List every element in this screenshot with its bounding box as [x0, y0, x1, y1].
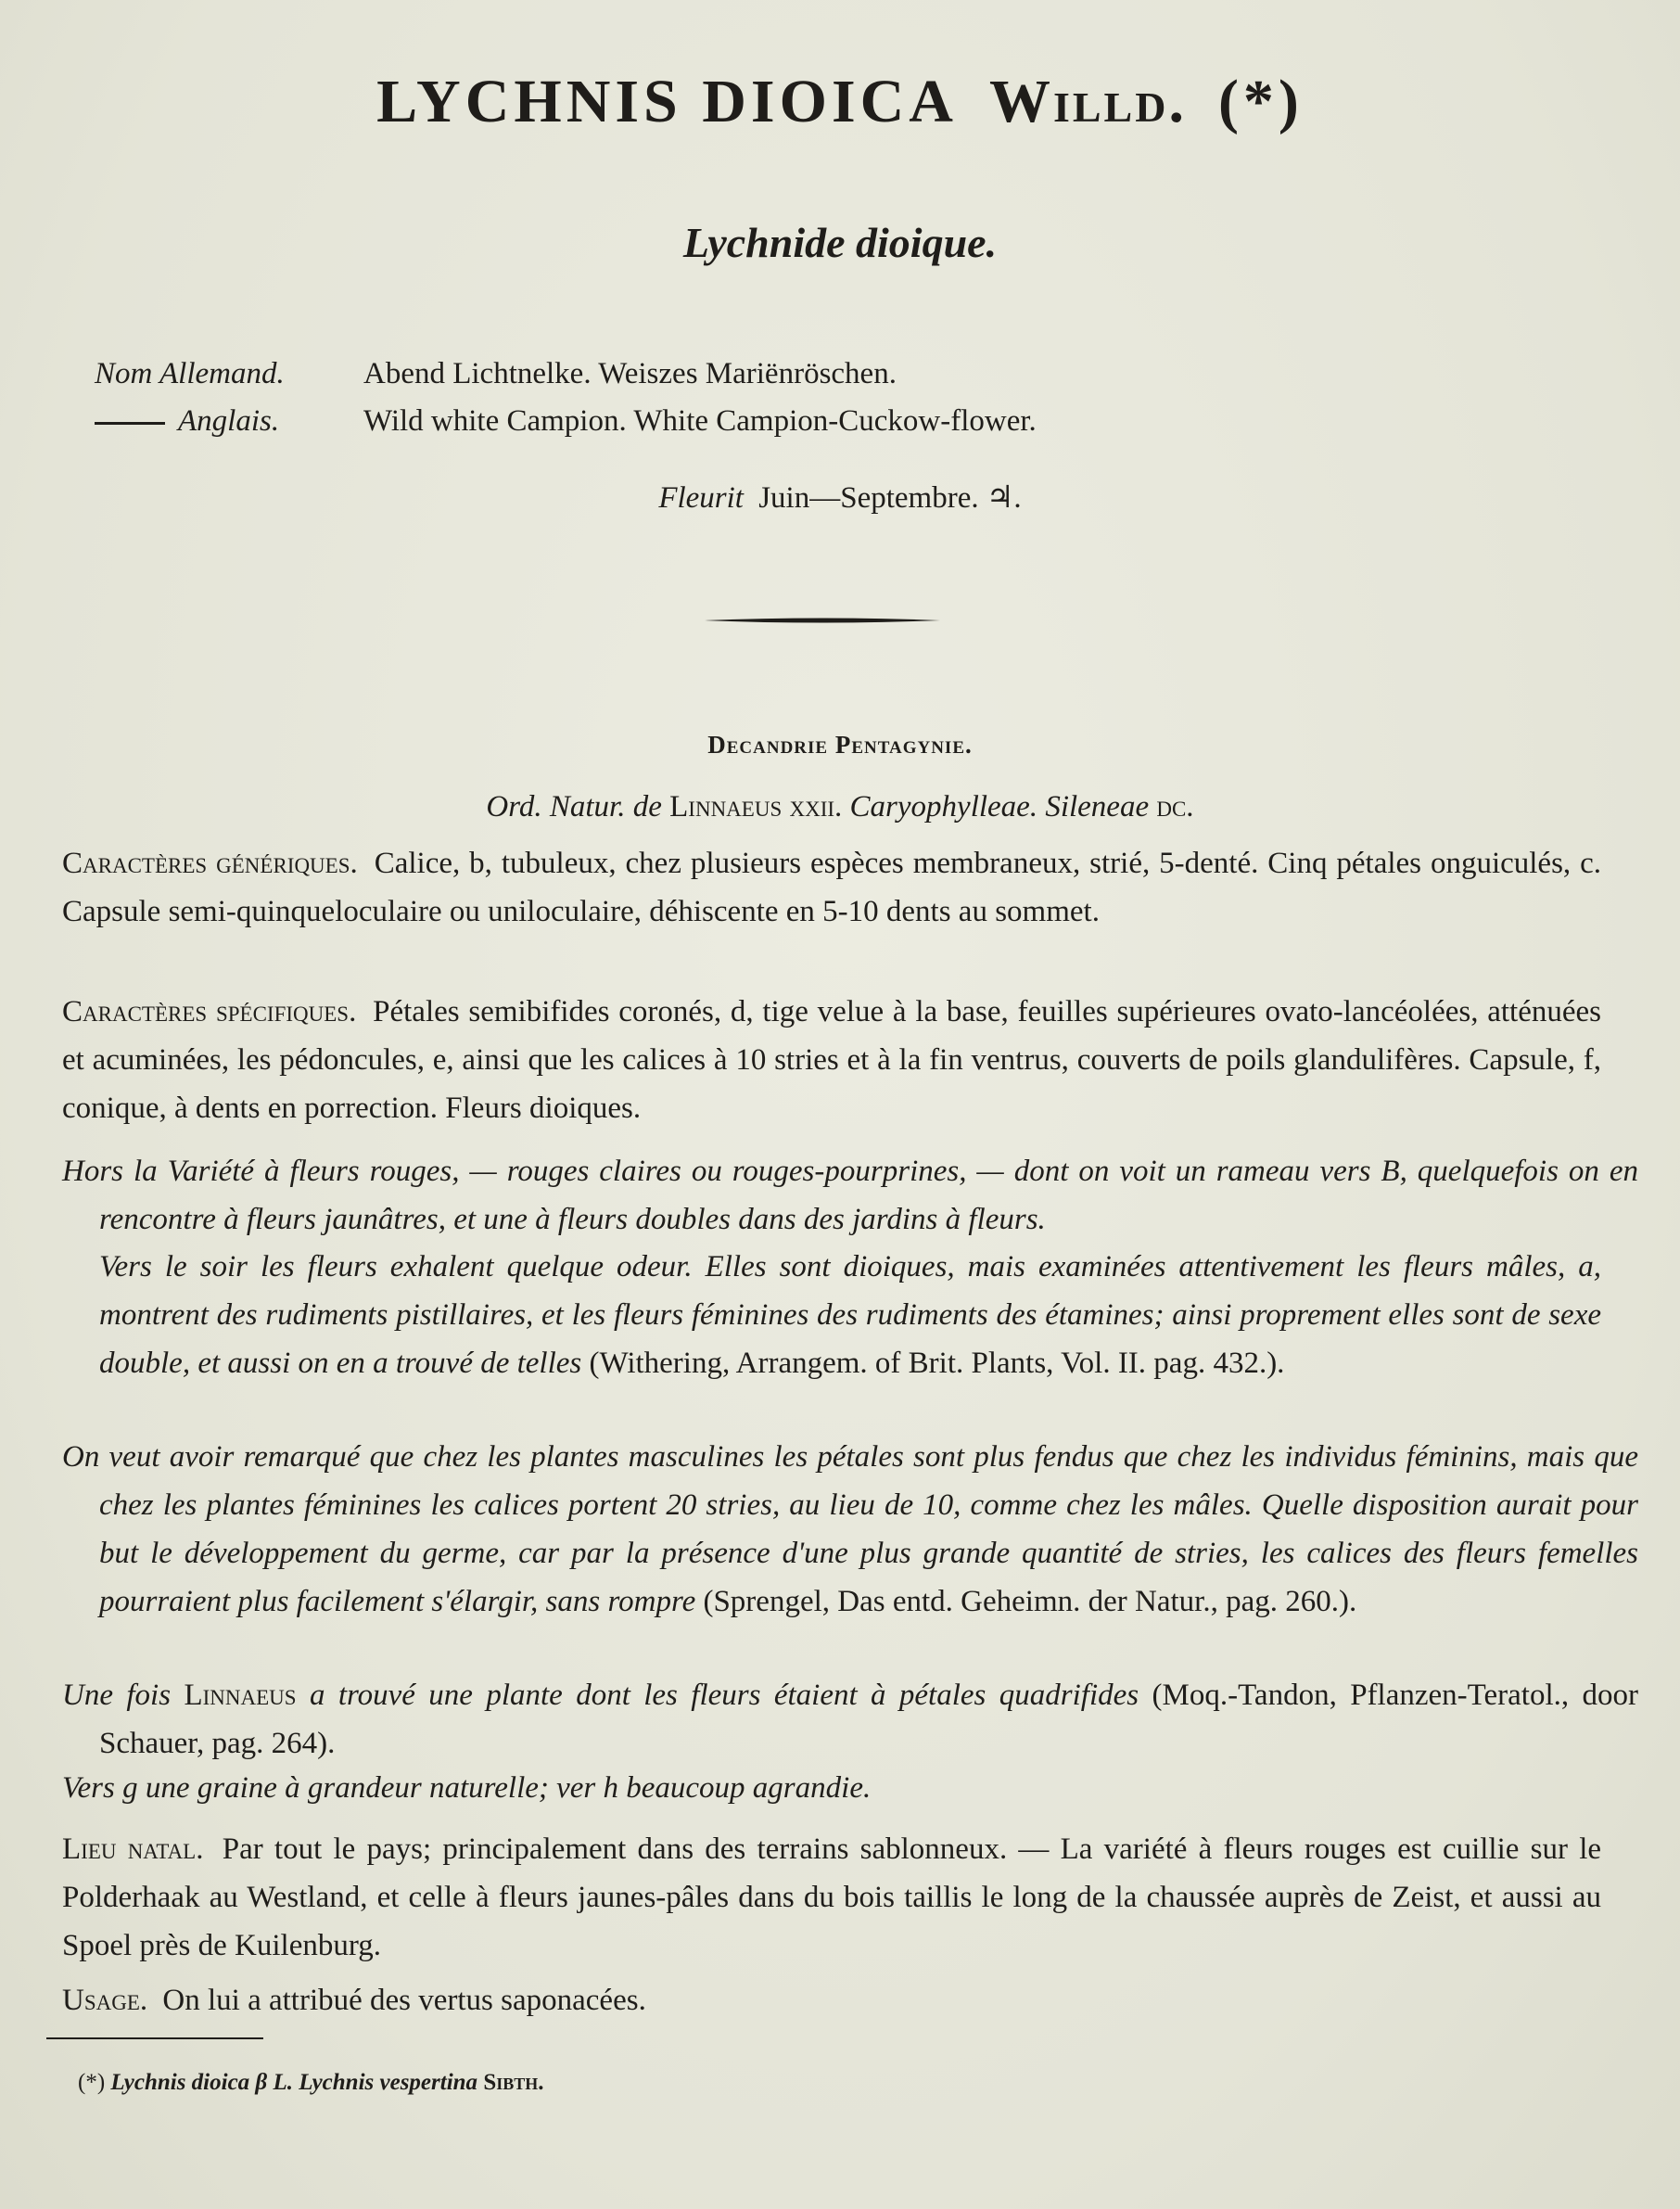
page-title: [0, 67, 1680, 137]
footnote-text: Lychnis dioica β L. Lychnis vespertina: [110, 2070, 478, 2095]
habitat-text: Par tout le pays; principalement dans des terrains sablonneux. — La variété à fleurs rouges est cuillie sur le Polderhaak au Westland, et celle à fleurs jaunes-pâles dans du bois taillis le long de la chaussée auprès de Zeist, et aussi au Spoel près de Kuilenburg.: [62, 1832, 1602, 1962]
title-footnote-mark: (*): [1217, 68, 1304, 135]
ord-label: Ord. Natur. de: [486, 790, 662, 824]
note-once-a: Une fois: [62, 1679, 172, 1712]
note-once-reference: (Moq.-Tandon, Pflanzen-Teratol., door Schauer, pag. 264).: [99, 1679, 1638, 1760]
note-evening-reference: (Withering, Arrangem. of Brit. Plants, Vol. II. pag. 432.).: [589, 1347, 1285, 1380]
specific-characters: [62, 988, 1601, 1132]
english-name-value: Wild white Campion. White Campion-Cuckow-flower.: [363, 404, 1037, 438]
specific-text: Pétales semibifides coronés, d, tige velue à la base, feuilles supérieures ovato-lancéolées, atténuées et acuminées, les pédoncules, e, ainsi que les calices à 10 stries et à la fin ventrus, couverts de poils glandulifères. Capsule, f, conique, à dents en porrection. Fleurs dioiques.: [62, 995, 1601, 1125]
specific-heading: Caractères spécifiques.: [62, 995, 357, 1028]
usage-text: On lui a attribué des vertus saponacées.: [162, 1984, 646, 2017]
flowering-label: Fleurit: [658, 481, 744, 515]
note-quadrifid: [62, 1671, 1638, 1768]
note-petals-text: On veut avoir remarqué que chez les plantes masculines les pétales sont plus fendus que chez les individus féminins, mais que chez les plantes féminines les calices portent 20 stries, au lieu de 10, comme chez les mâles. Quelle disposition aurait pour but le développement du germe, car par la présence d'une plus grande quantité de stries, les calices des fleurs femelles pourraient plus facilement s'élargir, sans rompre: [62, 1440, 1638, 1618]
generic-text: Calice, b, tubuleux, chez plusieurs espèces membraneux, strié, 5-denté. Cinq pétales onguiculés, c. Capsule semi-quinqueloculaire ou uniloculaire, déhiscente en 5-10 dents au sommet.: [62, 847, 1601, 928]
english-name-line: [95, 404, 1037, 439]
usage-heading: Usage.: [62, 1984, 148, 2017]
ord-linnaeus: Linnaeus: [669, 790, 783, 824]
note-varieties-text: Hors la Variété à fleurs rouges, — rouges claires ou rouges-pourprines, — dont on voit un rameau vers B, quelquefois on en rencontre à fleurs jaunâtres, et une à fleurs doubles dans des jardins à fleurs.: [62, 1155, 1638, 1236]
german-name-value: Abend Lichtnelke. Weiszes Mariënröschen.: [363, 357, 897, 390]
ornamental-rule: [705, 616, 940, 625]
german-name-line: [95, 357, 897, 391]
habitat: [62, 1825, 1601, 1970]
footnote-mark: (*): [78, 2070, 106, 2095]
note-evening: [99, 1243, 1601, 1387]
subtitle: Lychnide dioique.: [682, 219, 998, 266]
note-petals-reference: (Sprengel, Das entd. Geheimn. der Natur., pag. 260.).: [703, 1585, 1357, 1618]
generic-heading: Caractères génériques.: [62, 847, 358, 880]
note-once-b: a trouvé une plante dont les fleurs étaient à pétales quadrifides: [309, 1679, 1139, 1712]
ord-dc: dc.: [1156, 790, 1194, 824]
note-petals: [62, 1433, 1638, 1626]
ditto-dash: [95, 422, 165, 425]
ord-family: Caryophylleae. Sileneae: [849, 790, 1150, 824]
classification-system: Decandrie Pentagynie.: [707, 731, 973, 759]
ord-number: xxii.: [789, 790, 843, 824]
usage: [62, 1976, 1601, 2024]
footnote-rule: [46, 2037, 263, 2039]
generic-characters: [62, 839, 1601, 936]
flowering-value: Juin—Septembre. ♃.: [758, 481, 1022, 515]
title-main: LYCHNIS DIOICA: [376, 68, 958, 135]
footnote-author: Sibth.: [483, 2070, 544, 2095]
footnote: [78, 2070, 543, 2096]
note-varieties: [62, 1147, 1638, 1244]
english-name-label: Anglais.: [178, 404, 280, 438]
note-once-linnaeus: Linnaeus: [184, 1679, 297, 1712]
note-seed: [62, 1764, 1601, 1812]
note-seed-text: Vers g une graine à grandeur naturelle; ver h beaucoup agrandie.: [62, 1771, 872, 1805]
german-name-label: Nom Allemand.: [95, 357, 285, 390]
title-author: Willd.: [988, 68, 1187, 135]
flowering-line: [0, 479, 1680, 516]
natural-order-line: [0, 790, 1680, 824]
note-evening-text: Vers le soir les fleurs exhalent quelque odeur. Elles sont dioiques, mais examinées attentivement les fleurs mâles, a, montrent des rudiments pistillaires, et les fleurs féminines des rudiments des étamines; ainsi proprement elles sont de sexe double, et aussi on en a trouvé de telles: [99, 1250, 1601, 1380]
habitat-heading: Lieu natal.: [62, 1832, 204, 1866]
